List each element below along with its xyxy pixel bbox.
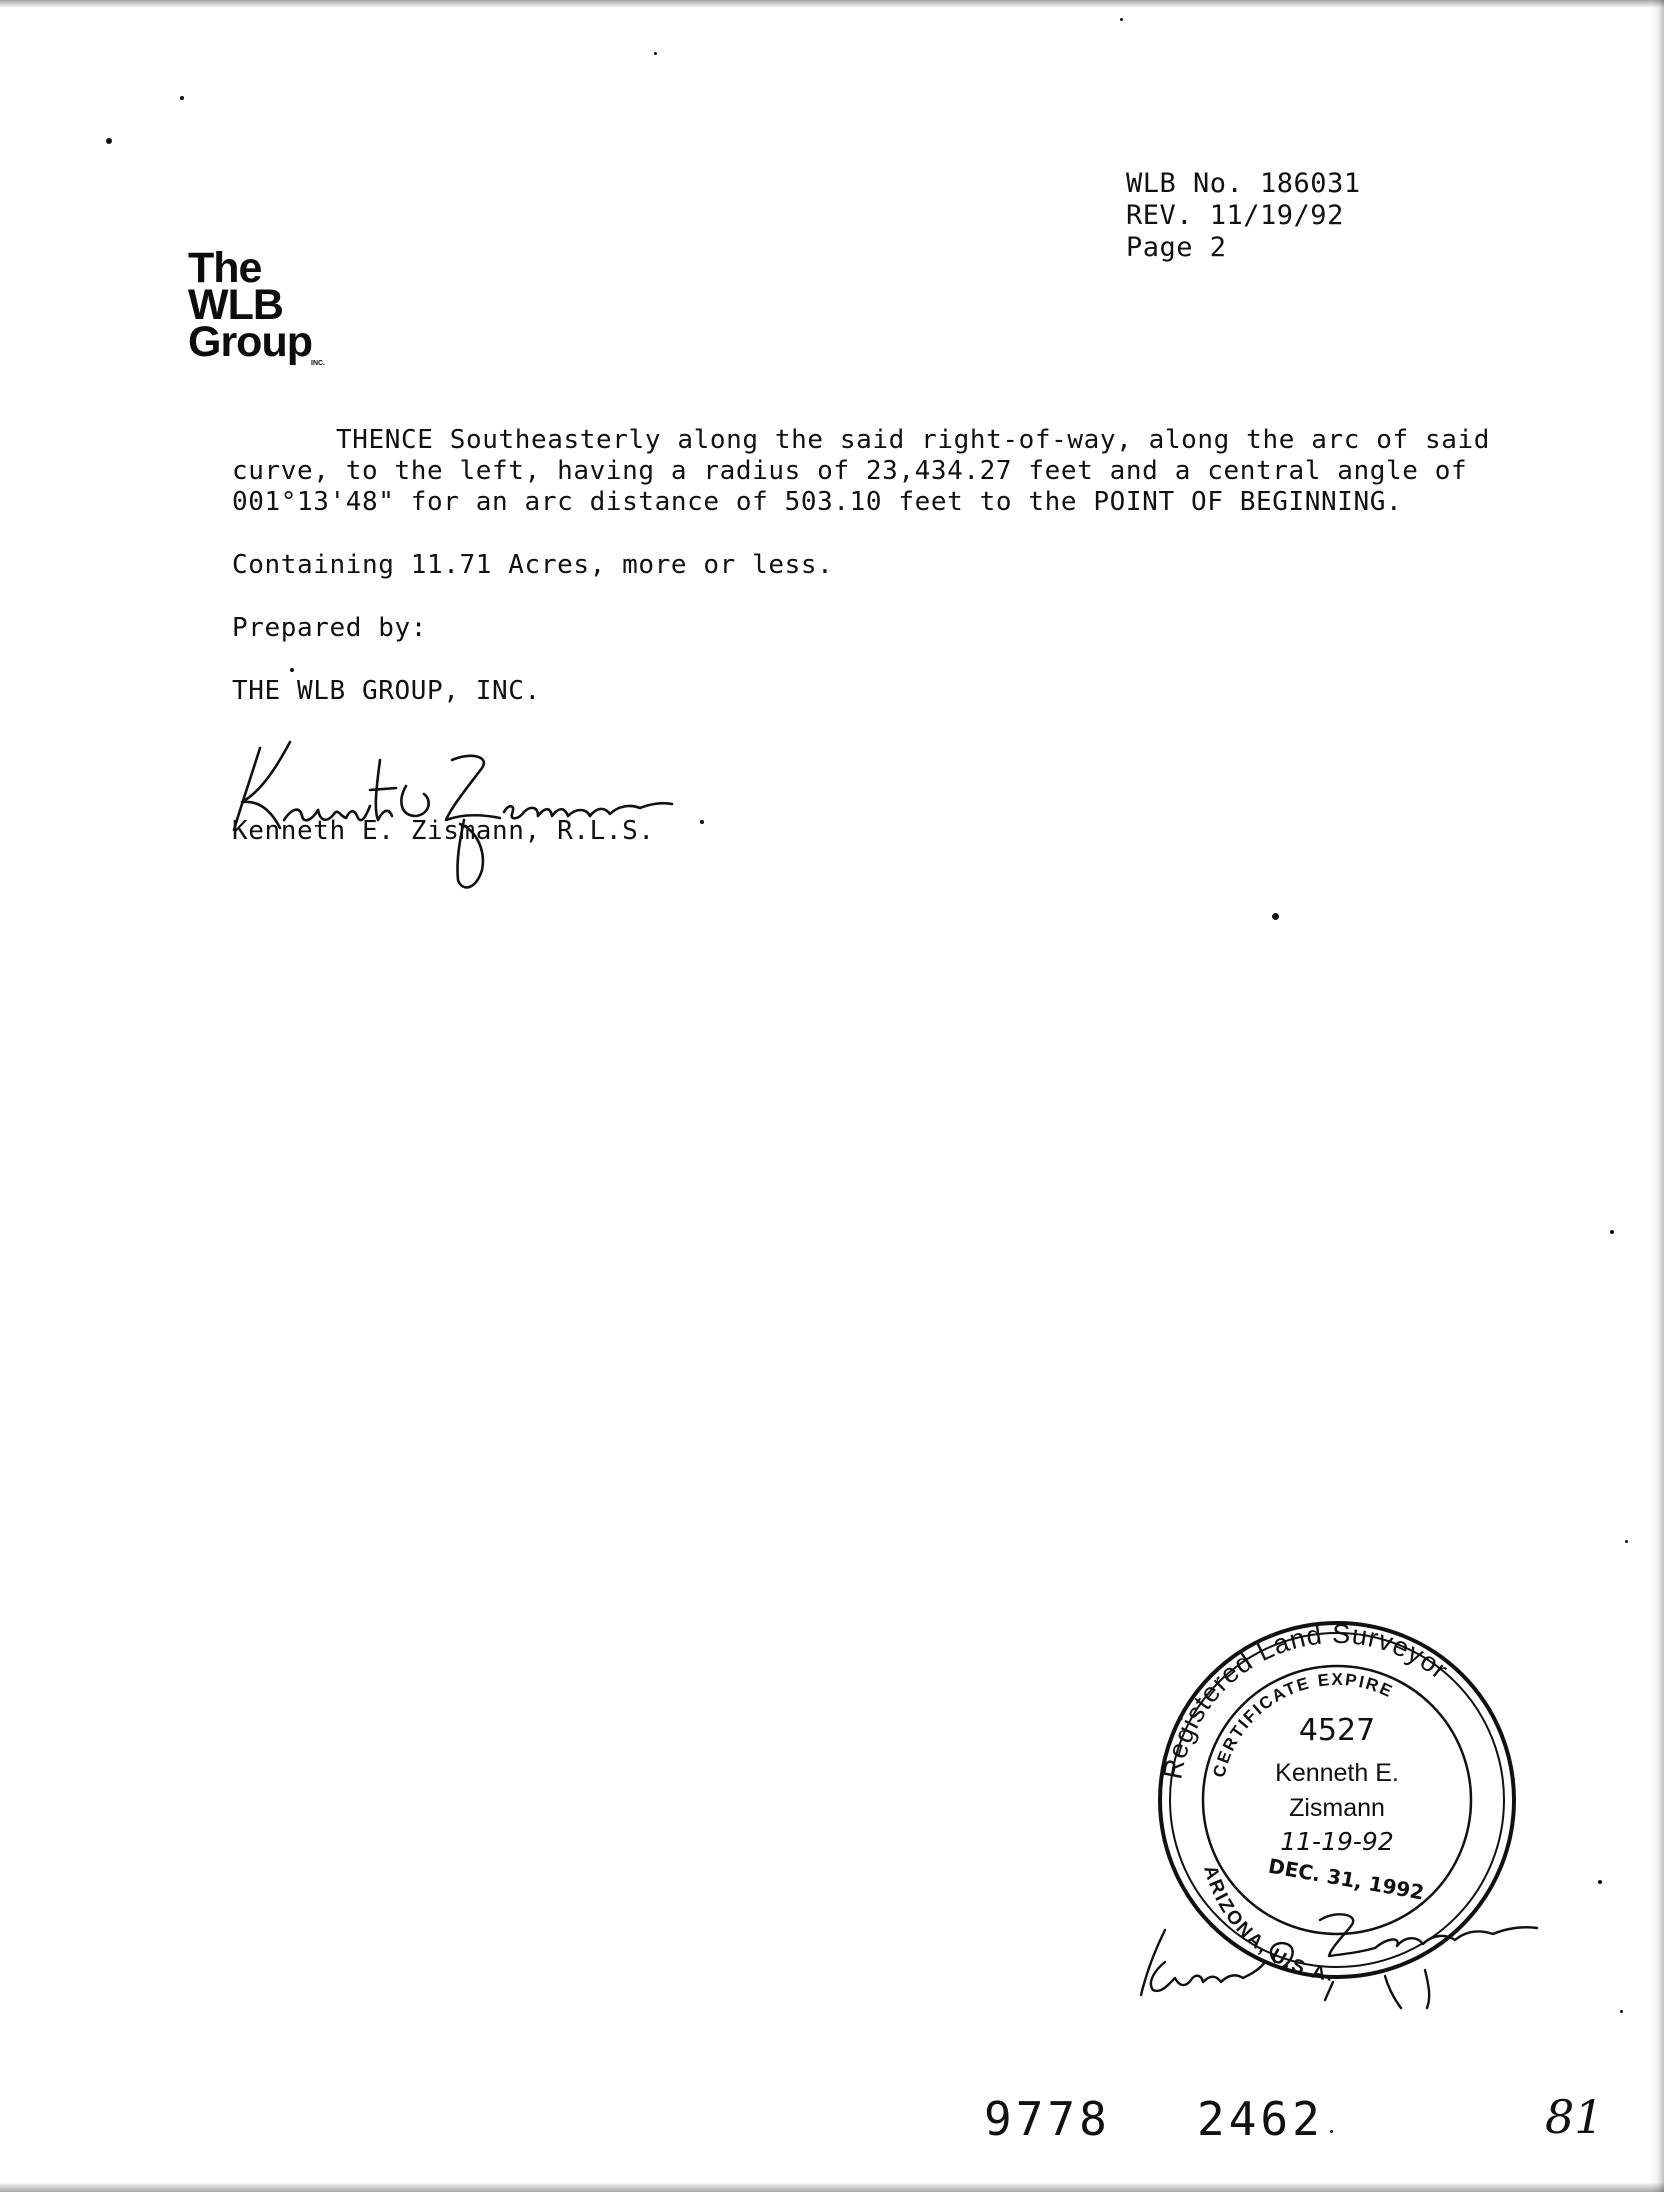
scan-edge-bottom <box>0 2182 1664 2192</box>
company-name: THE WLB GROUP, INC. <box>232 676 541 706</box>
seal-date: 11-19-92 <box>1280 1827 1394 1856</box>
seal-certificate-number: 4527 <box>1298 1713 1376 1748</box>
company-logo <box>188 244 325 367</box>
seal-outer-text: Registered Land Surveyor <box>1157 1618 1455 1782</box>
thence-line-1: THENCE Southeasterly along the said right-of-way, along the arc of said <box>336 425 1490 455</box>
footer-number-left: 9778 <box>984 2092 1111 2146</box>
acreage-statement: Containing 11.71 Acres, more or less. <box>232 550 834 580</box>
handwritten-page-mark: 81 <box>1545 2090 1604 2144</box>
logo-line-wlb: WLB <box>188 281 283 329</box>
logo-line-group: Group <box>188 318 312 366</box>
seal-signature <box>1141 1914 1537 2008</box>
signer-name: Kenneth E. Zismann, R.L.S. <box>232 816 655 846</box>
seal-expiry: DEC. 31, 1992 <box>1266 1853 1426 1905</box>
logo-line-the: The <box>188 244 262 292</box>
handwritten-signature <box>220 720 690 900</box>
reference-block <box>1126 168 1361 264</box>
reference-number: WLB No. 186031 <box>1126 168 1361 199</box>
revision-date: REV. 11/19/92 <box>1126 200 1344 231</box>
prepared-by-label: Prepared by: <box>232 613 428 643</box>
page-number: Page 2 <box>1126 232 1227 263</box>
thence-line-2: curve, to the left, having a radius of 23,434.27 feet and a central angle of <box>232 456 1468 486</box>
legal-description <box>232 425 1552 707</box>
footer-number-right: 2462 <box>1197 2092 1324 2146</box>
scan-edge-top <box>0 0 1664 8</box>
seal-name-line-1: Kenneth E. <box>1275 1759 1399 1787</box>
surveyor-seal <box>1125 1590 1595 2020</box>
seal-certificate-text: CERTIFICATE EXPIRE <box>1209 1669 1397 1780</box>
seal-state-text: ARIZONA, U.S.A. <box>1199 1863 1336 1987</box>
logo-inc-suffix: INC. <box>311 360 325 367</box>
scan-edge-right <box>1650 0 1664 2192</box>
seal-name-line-2: Zismann <box>1289 1794 1385 1822</box>
thence-line-3: 001°13'48" for an arc distance of 503.10 feet to the POINT OF BEGINNING. <box>232 487 1403 517</box>
